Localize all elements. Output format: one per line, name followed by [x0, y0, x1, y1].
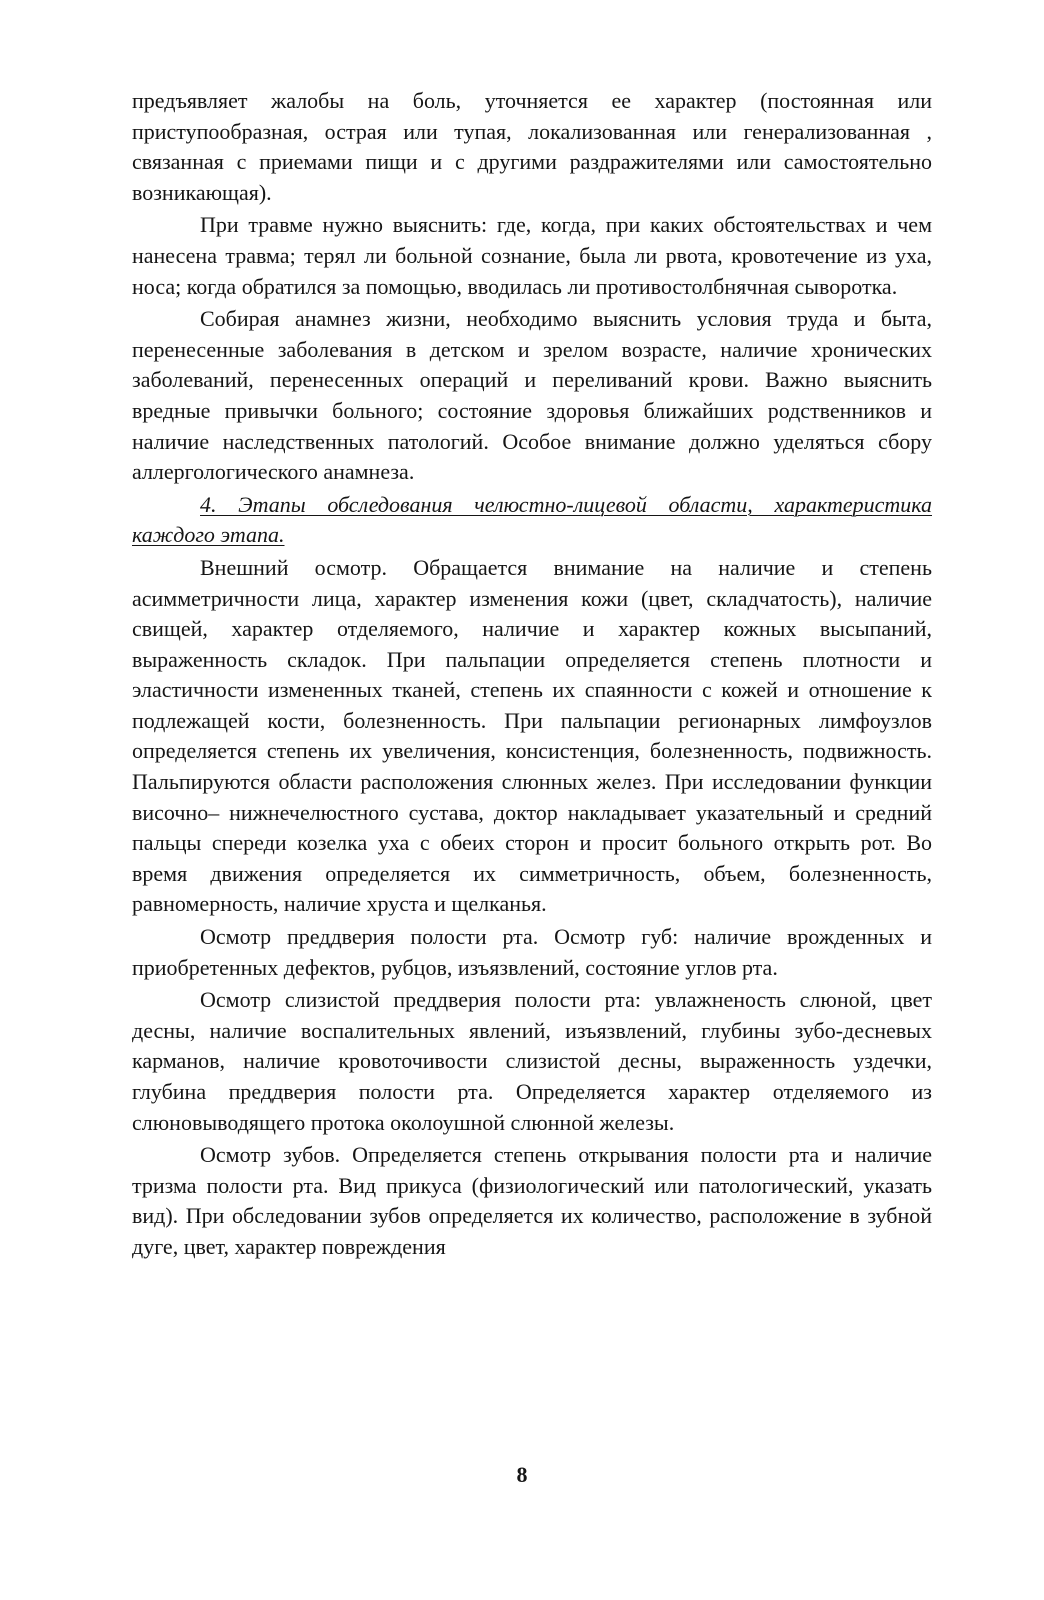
page-number: 8: [516, 1462, 528, 1487]
paragraph-external-exam: Внешний осмотр. Обращается внимание на наличие и степень асимметричности лица, характер изменения кожи (цвет, складчатость), наличие свищей, характер отделяемого, наличие и характер кожных высыпаний, выраженность складок. При пальпации определяется степень плотности и эластичности измененных тканей, степень их спаянности с кожей и отношение к подлежащей кости, болезненность. При пальпации регионарных лимфоузлов определяется степень их увеличения, консистенция, болезненность, подвижность. Пальпируются области расположения слюнных желез. При исследовании функции височно– нижнечелюстного сустава, доктор накладывает указательный и средний пальцы спереди козелка уха с обеих сторон и просит больного открыть рот. Во время движения определяется их симметричность, объем, болезненность, равномерность, наличие хруста и щелканья.: [132, 554, 932, 917]
paragraph-life-anamnesis: Собирая анамнез жизни, необходимо выяснить условия труда и быта, перенесенные заболевания в детском и зрелом возрасте, наличие хронических заболеваний, перенесенных операций и переливаний крови. Важно выяснить вредные привычки больного; состояние здоровья ближайших родственников и наличие наследственных патологий. Особое внимание должно уделяться сбору аллергологического анамнеза.: [132, 306, 932, 485]
paragraph-complaints: предъявляет жалобы на боль, уточняется ее характер (постоянная или приступообразная, острая или тупая, локализованная или генерализованная , связанная с приемами пищи и с другими раздражителями или самостоятельно возникающая).: [132, 88, 932, 205]
paragraph-vestibule-lips: Осмотр преддверия полости рта. Осмотр губ: наличие врожденных и приобретенных дефектов, рубцов, изъязвлений, состояние углов рта.: [132, 924, 932, 980]
paragraph-vestibule-mucosa: Осмотр слизистой преддверия полости рта: увлажненость слюной, цвет десны, наличие воспалительных явлений, изъязвлений, глубины зубо-десневых карманов, наличие кровоточивости слизистой десны, выраженность уздечки, глубина преддверия полости рта. Определяется характер отделяемого из слюновыводящего протока околоушной слюнной железы.: [132, 987, 932, 1135]
body-text: [132, 86, 932, 1265]
paragraph-trauma: При травме нужно выяснить: где, когда, при каких обстоятельствах и чем нанесена травма; терял ли больной сознание, была ли рвота, кровотечение из уха, носа; когда обратился за помощью, вводилась ли противостолбнячная сыворотка.: [132, 212, 932, 299]
paragraph-teeth-exam: Осмотр зубов. Определяется степень открывания полости рта и наличие тризма полости рта. Вид прикуса (физиологический или патологический, указать вид). При обследовании зубов определяется их количество, расположение в зубной дуге, цвет, характер повреждения: [132, 1142, 932, 1259]
section-heading: 4. Этапы обследования челюстно-лицевой области, характеристика каждого этапа.: [132, 491, 932, 548]
